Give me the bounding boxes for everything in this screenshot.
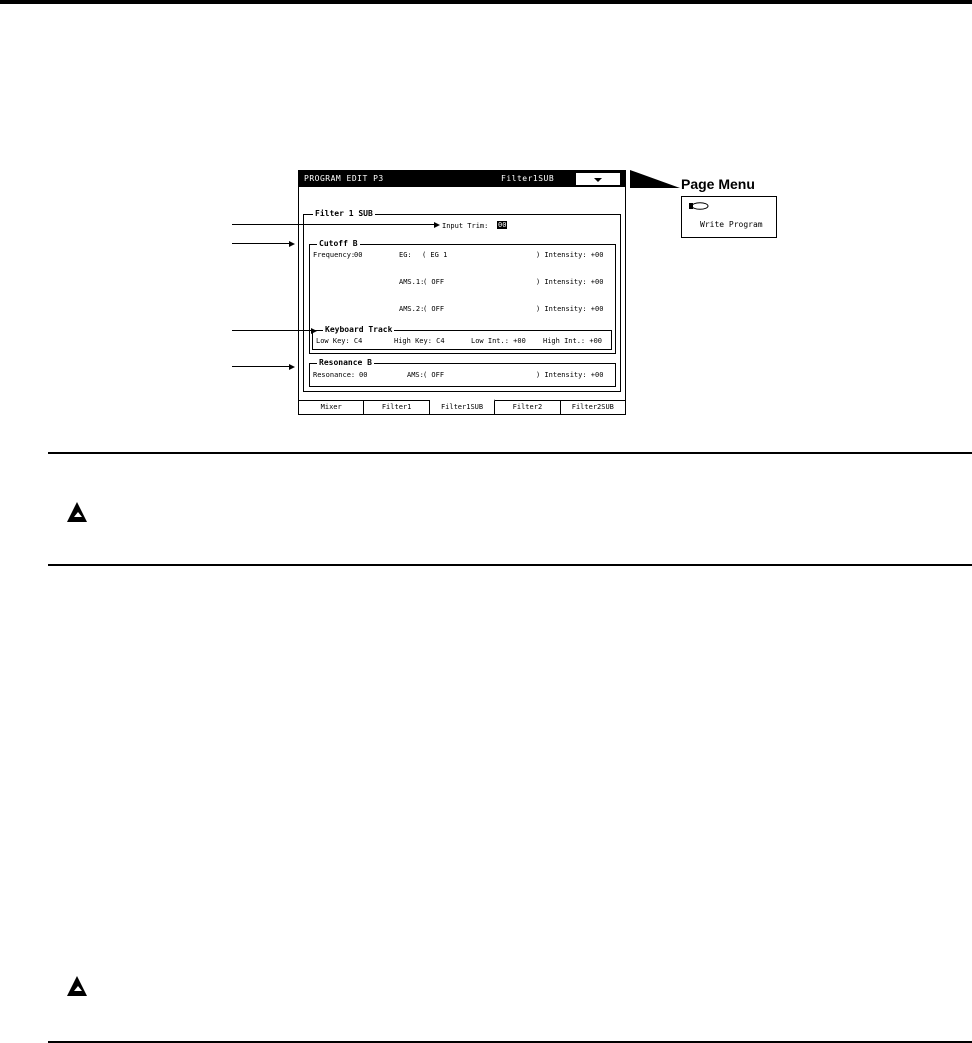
resonance-value[interactable]: 00 [359, 371, 368, 379]
ams-value[interactable]: ( OFF [423, 371, 445, 379]
ams1-intensity[interactable]: ) Intensity: +00 [536, 278, 604, 286]
page-menu-title: Page Menu [681, 176, 755, 192]
input-trim-label: Input Trim: [442, 222, 489, 230]
lcd-tab-bar [299, 400, 625, 414]
ams1-value[interactable]: ( OFF [423, 278, 445, 286]
tab-filter1[interactable]: Filter1 [364, 401, 429, 414]
dropdown-triangle-icon [594, 178, 602, 182]
ams2-value[interactable]: ( OFF [423, 305, 445, 313]
caution1-top-rule [48, 452, 972, 454]
ams-intensity[interactable]: ) Intensity: +00 [536, 371, 604, 379]
caution-icon [64, 500, 90, 524]
ams2-label: AMS.2: [399, 305, 425, 313]
caution2-bottom-rule [48, 1041, 972, 1043]
lcd-title: PROGRAM EDIT P3 [304, 174, 384, 183]
page-menu-box [681, 196, 777, 238]
tab-filter2[interactable]: Filter2 [495, 401, 560, 414]
high-key[interactable]: High Key: C4 [394, 337, 445, 345]
high-int[interactable]: High Int.: +00 [543, 337, 603, 345]
eg-value[interactable]: ( EG 1 [422, 251, 448, 259]
eg-intensity[interactable]: ) Intensity: +00 [536, 251, 604, 259]
low-key[interactable]: Low Key: C4 [316, 337, 363, 345]
lcd-title-bar [299, 171, 625, 187]
filter1sub-group-label: Filter 1 SUB [315, 209, 373, 218]
ams2-intensity[interactable]: ) Intensity: +00 [536, 305, 604, 313]
page-menu-item-write-program[interactable]: Write Program [700, 220, 763, 229]
pin-icon [687, 201, 709, 211]
eg-label: EG: [399, 251, 412, 259]
input-trim-value[interactable]: 00 [498, 221, 507, 229]
tab-mixer[interactable]: Mixer [299, 401, 364, 414]
ams-label: AMS: [407, 371, 424, 379]
page-menu-button[interactable] [576, 173, 620, 185]
page-menu-pointer [630, 170, 680, 190]
lcd-page-name: Filter1SUB [501, 174, 555, 183]
tab-filter2sub[interactable]: Filter2SUB [571, 403, 614, 411]
tab-filter1sub[interactable]: Filter1SUB [430, 399, 495, 414]
resonance-group-label: Resonance B [319, 358, 372, 367]
ams1-label: AMS.1: [399, 278, 425, 286]
resonance-label: Resonance: [313, 371, 356, 379]
cutoff-group-label: Cutoff B [319, 239, 358, 248]
frequency-label: Frequency: [313, 251, 356, 259]
frequency-value[interactable]: 00 [354, 251, 363, 259]
caution1-bottom-rule [48, 564, 972, 566]
caution-icon [64, 974, 90, 998]
low-int[interactable]: Low Int.: +00 [471, 337, 526, 345]
top-rule [0, 0, 972, 4]
lcd-screen [298, 170, 626, 415]
keyboard-track-group-label: Keyboard Track [325, 325, 393, 334]
